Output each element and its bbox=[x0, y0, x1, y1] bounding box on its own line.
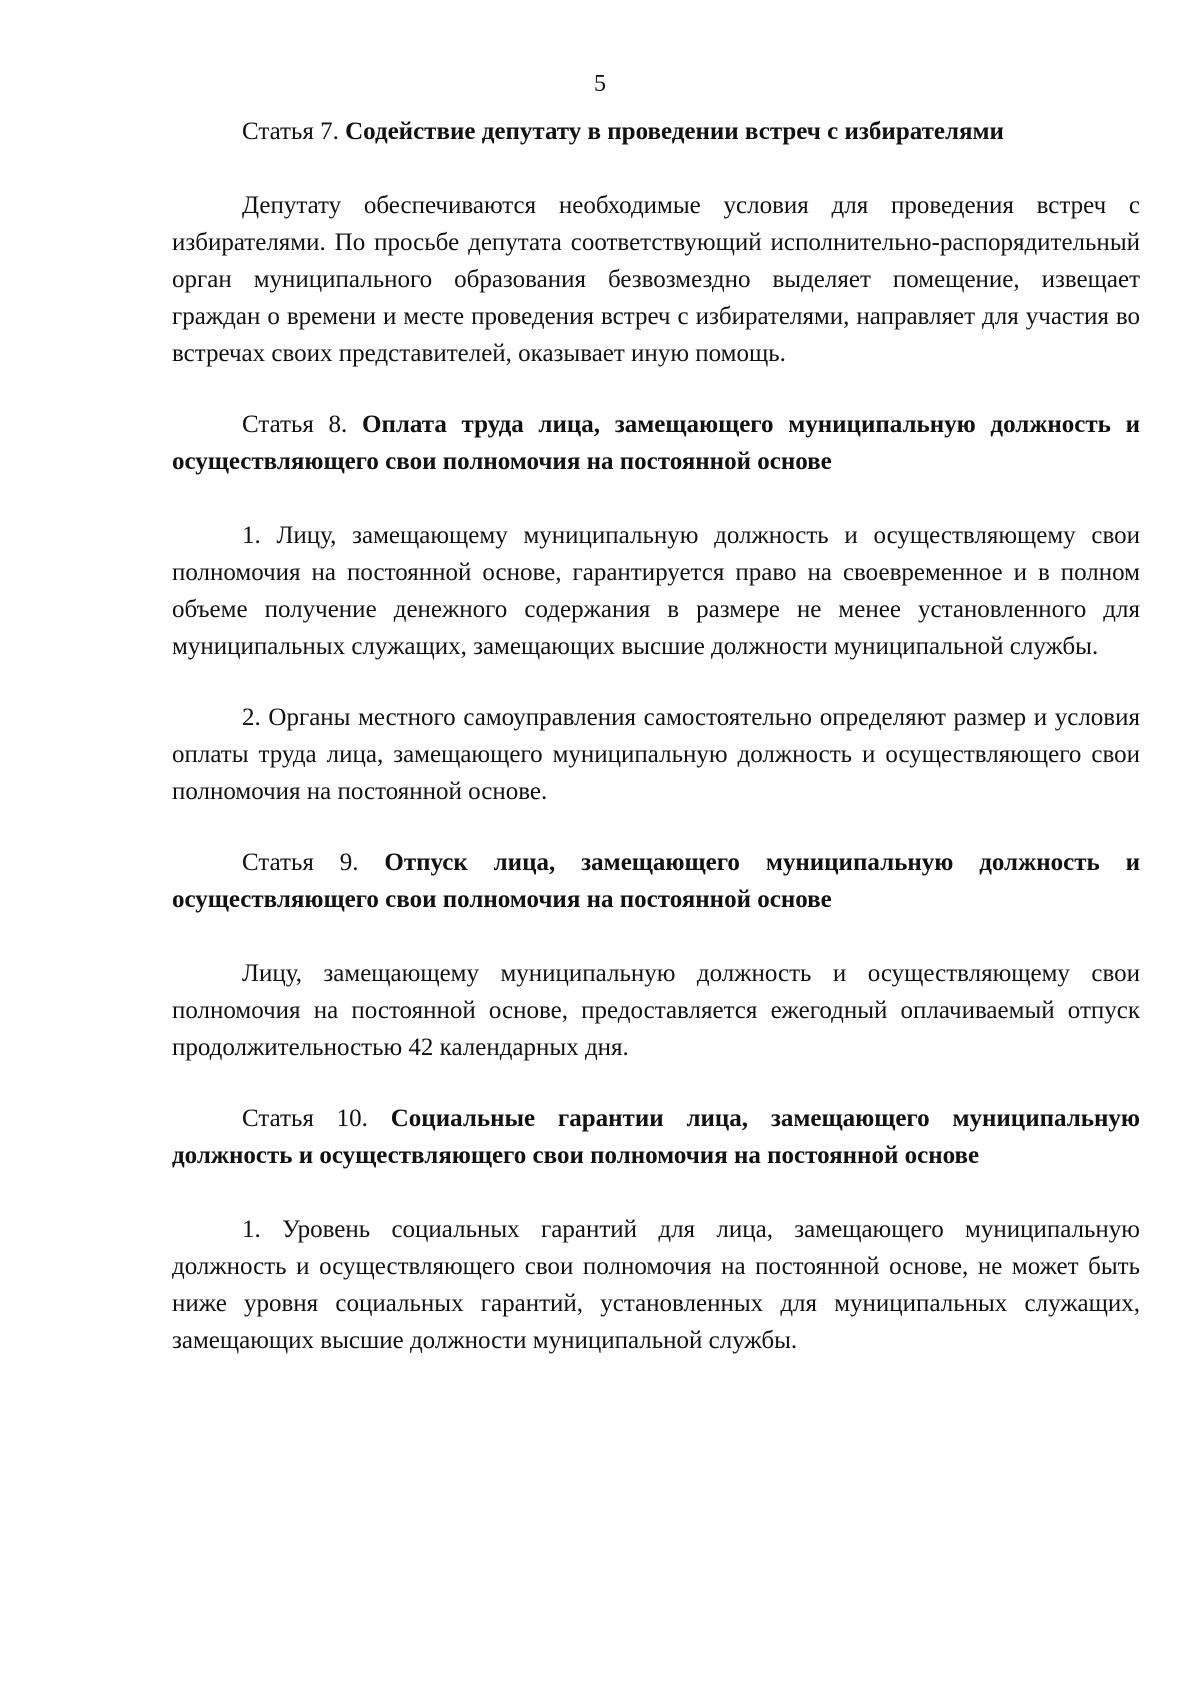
article-paragraph: 1. Лицу, замещающему муниципальную должность и осуществляющему свои полномочия на постоянной основе, гарантируется право на своевременное и в полном объеме получение денежного содержания в размере не менее установленного для муниципальных служащих, замещающих высшие должности муниципальной службы. bbox=[172, 522, 1140, 660]
document-body bbox=[172, 113, 1140, 1359]
article-title: Социальные гарантии лица, замещающего муниципальную должность и осуществляющего свои полномочия на постоянной основе bbox=[172, 1105, 1140, 1169]
article-title: Отпуск лица, замещающего муниципальную должность и осуществляющего свои полномочия на постоянной основе bbox=[172, 849, 1140, 913]
article-paragraph: Лицу, замещающему муниципальную должность и осуществляющему свои полномочия на постоянной основе, предоставляется ежегодный оплачиваемый отпуск продолжительностью 42 календарных дня. bbox=[172, 960, 1140, 1061]
article-9 bbox=[172, 844, 1140, 1066]
article-number: Статья 7. bbox=[242, 118, 339, 145]
page-number: 5 bbox=[594, 71, 606, 97]
article-number: Статья 10. bbox=[242, 1105, 368, 1132]
article-paragraph: 1. Уровень социальных гарантий для лица, замещающего муниципальную должность и осуществляющего свои полномочия на постоянной основе, не может быть ниже уровня социальных гарантий, установленных для муниципальных служащих, замещающих высшие должности муниципальной службы. bbox=[172, 1216, 1140, 1354]
article-title: Оплата труда лица, замещающего муниципальную должность и осуществляющего свои полномочия на постоянной основе bbox=[172, 411, 1141, 475]
article-number: Статья 9. bbox=[242, 849, 359, 876]
article-heading bbox=[172, 406, 1140, 480]
article-7 bbox=[172, 113, 1140, 372]
article-paragraph: Депутату обеспечиваются необходимые условия для проведения встреч с избирателями. По просьбе депутата соответствующий исполнительно-распорядительный орган муниципального образования безвозмездно выделяет помещение, извещает граждан о времени и месте проведения встреч с избирателями, направляет для участия во встречах своих представителей, оказывает иную помощь. bbox=[172, 192, 1140, 367]
article-8 bbox=[172, 406, 1140, 810]
article-heading bbox=[172, 844, 1140, 918]
article-10 bbox=[172, 1100, 1140, 1359]
article-title: Содействие депутату в проведении встреч с избирателями bbox=[345, 118, 1004, 145]
article-number: Статья 8. bbox=[242, 411, 348, 438]
article-paragraph: 2. Органы местного самоуправления самостоятельно определяют размер и условия оплаты труда лица, замещающего муниципальную должность и осуществляющего свои полномочия на постоянной основе. bbox=[172, 704, 1140, 805]
article-heading bbox=[172, 1100, 1140, 1174]
article-heading bbox=[172, 113, 1140, 150]
